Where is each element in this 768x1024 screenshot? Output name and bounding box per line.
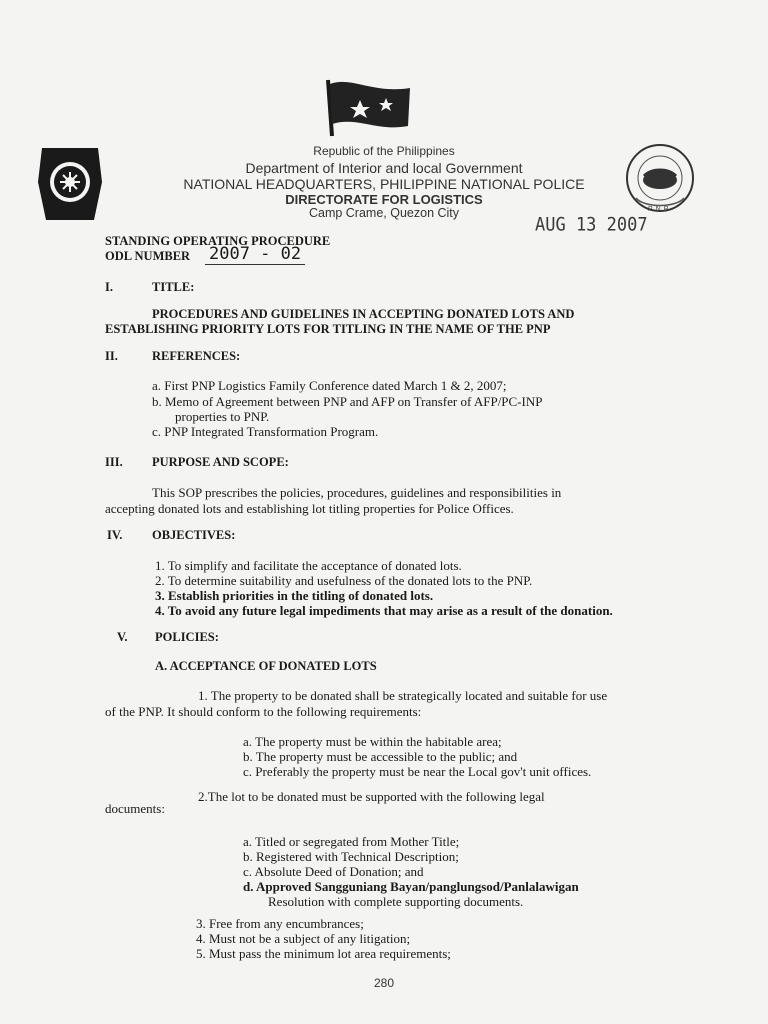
reference-item: c. PNP Integrated Transformation Program. — [152, 424, 379, 439]
title-line-1: PROCEDURES AND GUIDELINES IN ACCEPTING DONATED LOTS AND — [152, 307, 575, 321]
header-department: Department of Interior and local Government — [245, 160, 523, 176]
document-item: c. Absolute Deed of Donation; and — [243, 864, 424, 879]
reference-item-cont: properties to PNP. — [175, 409, 270, 424]
section-heading-title: TITLE: — [152, 280, 195, 294]
document-item: b. Registered with Technical Description; — [243, 849, 459, 864]
odl-number: 2007 - 02 — [205, 244, 305, 265]
reference-item: b. Memo of Agreement between PNP and AFP on Transfer of AFP/PC-INP — [152, 394, 543, 409]
odl-label: ODL NUMBER — [105, 249, 191, 263]
header-republic: Republic of the Philippines — [313, 144, 455, 158]
objective-item: 3. Establish priorities in the titling of donated lots. — [155, 588, 434, 603]
date-stamp: AUG 13 2007 — [535, 214, 648, 236]
document-item: d. Approved Sangguniang Bayan/panglungsod/Panlalawigan — [243, 879, 579, 894]
policy-item: 4. Must not be a subject of any litigation; — [196, 931, 411, 946]
section-number: IV. — [107, 528, 123, 542]
sop-label: STANDING OPERATING PROCEDURE — [105, 234, 331, 248]
section-heading-policies: POLICIES: — [155, 630, 219, 644]
subsection-heading-acceptance: A. ACCEPTANCE OF DONATED LOTS — [155, 659, 377, 673]
section-heading-purpose: PURPOSE AND SCOPE: — [152, 455, 289, 469]
objective-item: 4. To avoid any future legal impediments that may arise as a result of the donation. — [155, 603, 613, 618]
seal-bottom-label: PNP — [648, 206, 672, 213]
section-number: II. — [105, 349, 118, 363]
section-number: I. — [105, 280, 113, 294]
objective-item: 1. To simplify and facilitate the acceptance of donated lots. — [155, 558, 462, 573]
requirement-item: c. Preferably the property must be near the Local gov't unit offices. — [243, 764, 592, 779]
purpose-line-1: This SOP prescribes the policies, procedures, guidelines and responsibilities in — [152, 485, 562, 500]
policy-paragraph-2-cont: documents: — [105, 801, 165, 816]
policy-paragraph-2: 2.The lot to be donated must be supported with the following legal — [198, 789, 545, 804]
section-number: V. — [117, 630, 128, 644]
section-heading-objectives: OBJECTIVES: — [152, 528, 236, 542]
document-item: a. Titled or segregated from Mother Title; — [243, 834, 460, 849]
requirement-item: a. The property must be within the habitable area; — [243, 734, 502, 749]
header-directorate: DIRECTORATE FOR LOGISTICS — [285, 192, 483, 207]
policy-paragraph-1: 1. The property to be donated shall be strategically located and suitable for use — [198, 688, 608, 703]
section-number: III. — [105, 455, 123, 469]
header-location: Camp Crame, Quezon City — [308, 206, 460, 220]
reference-item: a. First PNP Logistics Family Conference dated March 1 & 2, 2007; — [152, 378, 507, 393]
header-national-hq: NATIONAL HEADQUARTERS, PHILIPPINE NATIONAL POLICE — [183, 176, 585, 192]
policy-item: 5. Must pass the minimum lot area requirements; — [196, 946, 451, 961]
section-heading-references: REFERENCES: — [152, 349, 241, 363]
page-number: 280 — [373, 976, 395, 990]
policy-item: 3. Free from any encumbrances; — [196, 916, 364, 931]
policy-paragraph-1-cont: of the PNP. It should conform to the following requirements: — [105, 704, 422, 719]
title-line-2: ESTABLISHING PRIORITY LOTS FOR TITLING IN THE NAME OF THE PNP — [105, 322, 551, 336]
objective-item: 2. To determine suitability and usefulness of the donated lots to the PNP. — [155, 573, 533, 588]
purpose-line-2: accepting donated lots and establishing lot titling properties for Police Offices. — [105, 501, 514, 516]
requirement-item: b. The property must be accessible to the public; and — [243, 749, 518, 764]
document-item-cont: Resolution with complete supporting documents. — [268, 894, 524, 909]
philippine-flag-icon — [322, 76, 414, 138]
